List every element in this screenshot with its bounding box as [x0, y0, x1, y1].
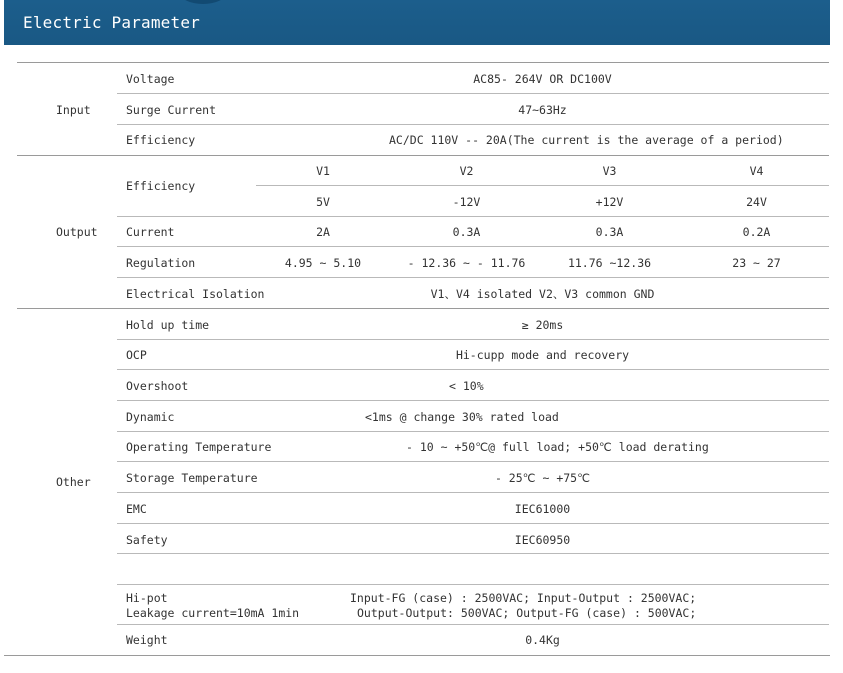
row-divider — [117, 553, 829, 554]
column-header: V2 — [459, 164, 474, 178]
param-label: Efficiency — [126, 133, 196, 147]
param-label: OCP — [126, 348, 147, 362]
section-label-output: Output — [56, 225, 98, 239]
param-label: Safety — [126, 533, 168, 547]
row-divider — [117, 124, 829, 125]
table-top-border — [17, 62, 829, 63]
param-label: Leakage current=10mA 1min — [126, 606, 300, 620]
param-label: Weight — [126, 633, 168, 647]
param-value: AC/DC 110V -- 20A(The current is the average of a period) — [389, 133, 784, 147]
param-label: Overshoot — [126, 379, 189, 393]
row-divider — [117, 246, 829, 247]
param-label: Current — [126, 225, 175, 239]
section-divider — [17, 155, 829, 156]
param-value: 0.4Kg — [525, 633, 560, 647]
param-label: Regulation — [126, 256, 196, 270]
param-value: <1ms @ change 30% rated load — [365, 410, 559, 424]
param-label: Storage Temperature — [126, 471, 258, 485]
row-divider — [117, 584, 829, 585]
table-cell: -12V — [452, 195, 481, 209]
row-divider — [117, 624, 829, 625]
param-label: Electrical Isolation — [126, 287, 265, 301]
column-header: V3 — [602, 164, 617, 178]
row-divider — [117, 93, 829, 94]
row-divider — [117, 339, 829, 340]
param-value: ≥ 20ms — [521, 318, 564, 332]
param-value: IEC61000 — [514, 502, 571, 516]
param-label: EMC — [126, 502, 147, 516]
row-divider — [117, 431, 829, 432]
param-label: Efficiency — [126, 179, 196, 193]
section-divider — [17, 308, 829, 309]
param-value: Output-Output: 500VAC; Output-FG (case) : 500VAC; — [357, 606, 697, 620]
column-header: V4 — [749, 164, 764, 178]
param-value: V1、V4 isolated V2、V3 common GND — [430, 287, 655, 301]
table-cell: 23 ~ 27 — [732, 256, 781, 270]
row-divider — [117, 461, 829, 462]
header-decoration — [180, 0, 226, 4]
table-cell: - 12.36 ~ - 11.76 — [407, 256, 526, 270]
param-value: IEC60950 — [514, 533, 571, 547]
table-cell: 5V — [316, 195, 330, 209]
row-divider — [117, 523, 829, 524]
table-cell: 2A — [316, 225, 330, 239]
row-divider — [256, 185, 829, 186]
row-divider — [117, 216, 829, 217]
table-cell: +12V — [595, 195, 624, 209]
table-cell: 4.95 ~ 5.10 — [284, 256, 362, 270]
param-label: Hold up time — [126, 318, 210, 332]
column-header: V1 — [316, 164, 330, 178]
table-bottom-border — [4, 655, 830, 656]
page-title: Electric Parameter — [23, 13, 200, 32]
table-cell: 0.2A — [742, 225, 771, 239]
param-label: Surge Current — [126, 103, 217, 117]
param-label: Hi-pot — [126, 591, 168, 605]
section-label-input: Input — [56, 103, 91, 117]
param-value: < 10% — [449, 379, 484, 393]
header-bar — [4, 0, 830, 45]
row-divider — [117, 400, 829, 401]
param-value: - 10 ~ +50℃@ full load; +50℃ load derating — [406, 440, 709, 454]
param-value: Input-FG (case) : 2500VAC; Input-Output : 2500VAC; — [350, 591, 697, 605]
param-value: 47~63Hz — [518, 103, 567, 117]
param-label: Voltage — [126, 72, 175, 86]
table-cell: 0.3A — [595, 225, 624, 239]
table-cell: 24V — [746, 195, 767, 209]
param-value: - 25℃ ~ +75℃ — [494, 471, 591, 485]
param-label: Operating Temperature — [126, 440, 272, 454]
row-divider — [117, 492, 829, 493]
table-cell: 0.3A — [452, 225, 481, 239]
row-divider — [117, 369, 829, 370]
section-label-other: Other — [56, 475, 91, 489]
param-value: AC85- 264V OR DC100V — [473, 72, 612, 86]
table-cell: 11.76 ~12.36 — [567, 256, 652, 270]
param-label: Dynamic — [126, 410, 175, 424]
row-divider — [117, 277, 829, 278]
param-value: Hi-cupp mode and recovery — [455, 348, 630, 362]
